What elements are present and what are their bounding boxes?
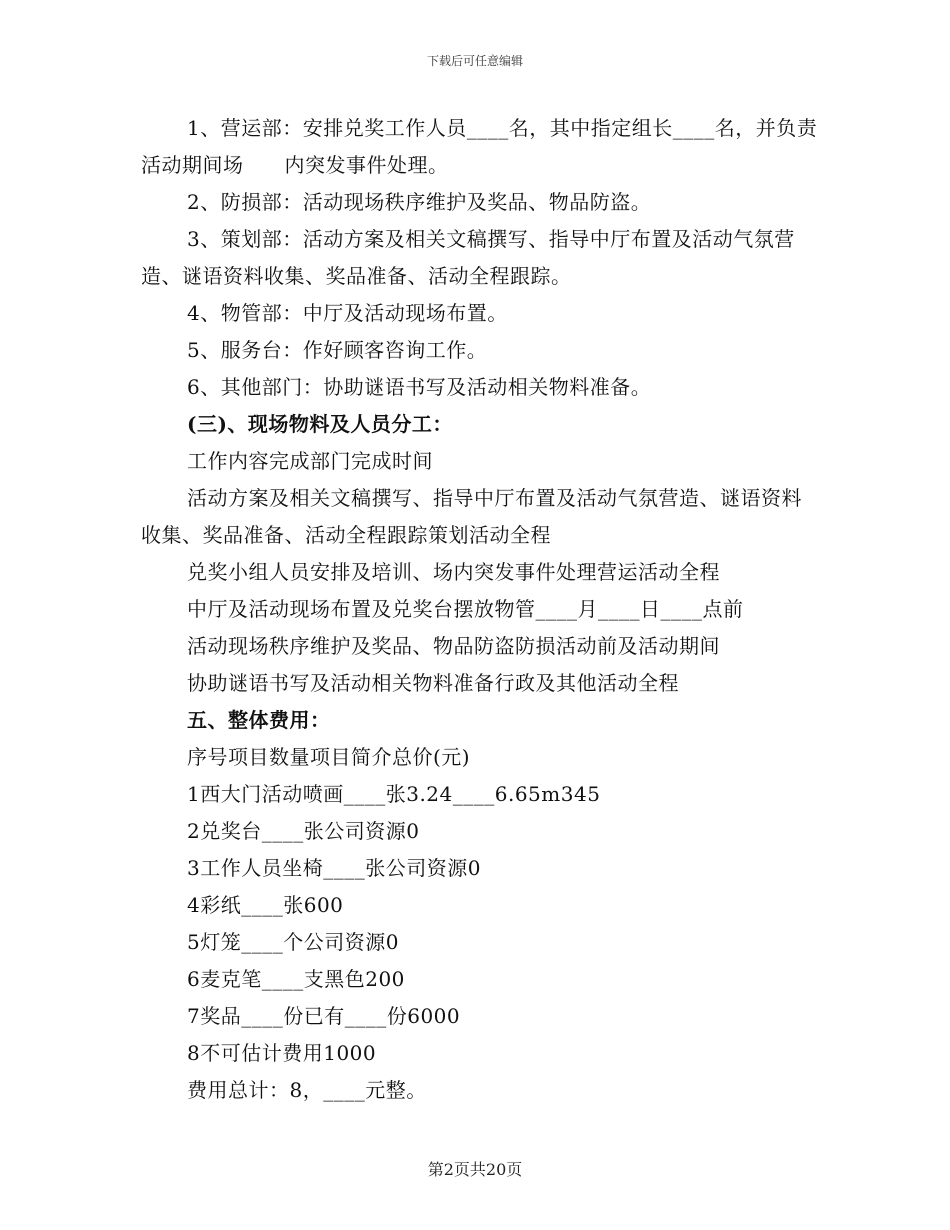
task-table-header: 工作内容完成部门完成时间 <box>187 449 433 473</box>
cost-table-header: 序号项目数量项目简介总价(元) <box>187 745 471 769</box>
cost-row: 1西大门活动喷画____张3.24____6.65m345 <box>187 782 601 806</box>
cost-row: 6麦克笔____支黑色200 <box>187 967 405 991</box>
task-row: 活动方案及相关文稿撰写、指导中厅布置及活动气氛营造、谜语资料收集、奖品准备、活动全程跟踪策划活动全程 <box>141 486 802 547</box>
page-header: 下载后可任意编辑 <box>426 54 523 68</box>
paragraph-fuwutai: 5、服务台：作好顾客咨询工作。 <box>187 338 488 362</box>
cost-row: 2兑奖台____张公司资源0 <box>187 819 420 843</box>
cost-row: 8不可估计费用1000 <box>187 1041 377 1065</box>
section-heading-materials: (三)、现场物料及人员分工： <box>187 412 453 436</box>
task-row: 兑奖小组人员安排及培训、场内突发事件处理营运活动全程 <box>187 560 720 584</box>
document-body <box>141 110 821 1109</box>
paragraph-qita-bumen: 6、其他部门：协助谜语书写及活动相关物料准备。 <box>187 375 652 399</box>
paragraph-fangsunbu: 2、防损部：活动现场秩序维护及奖品、物品防盗。 <box>187 190 652 214</box>
task-row: 协助谜语书写及活动相关物料准备行政及其他活动全程 <box>187 671 679 695</box>
cost-row: 3工作人员坐椅____张公司资源0 <box>187 856 481 880</box>
cost-row: 4彩纸____张600 <box>187 893 344 917</box>
task-row: 活动现场秩序维护及奖品、物品防盗防损活动前及活动期间 <box>187 634 720 658</box>
section-heading-cost: 五、整体费用： <box>187 708 331 732</box>
paragraph-cehuabu: 3、策划部：活动方案及相关文稿撰写、指导中厅布置及活动气氛营造、谜语资料收集、奖品准备、活动全程跟踪。 <box>141 227 795 288</box>
cost-total: 费用总计：8，____元整。 <box>187 1078 427 1102</box>
paragraph-wuguanbu: 4、物管部：中厅及活动现场布置。 <box>187 301 508 325</box>
task-row: 中厅及活动现场布置及兑奖台摆放物管____月____日____点前 <box>187 597 744 621</box>
cost-row: 7奖品____份已有____份6000 <box>187 1004 461 1028</box>
page-number: 第2页共20页 <box>427 1160 523 1179</box>
cost-row: 5灯笼____个公司资源0 <box>187 930 399 954</box>
paragraph-yingyunbu: 1、营运部：安排兑奖工作人员____名，其中指定组长____名，并负责活动期间场 内突发事件处理。 <box>141 116 818 177</box>
